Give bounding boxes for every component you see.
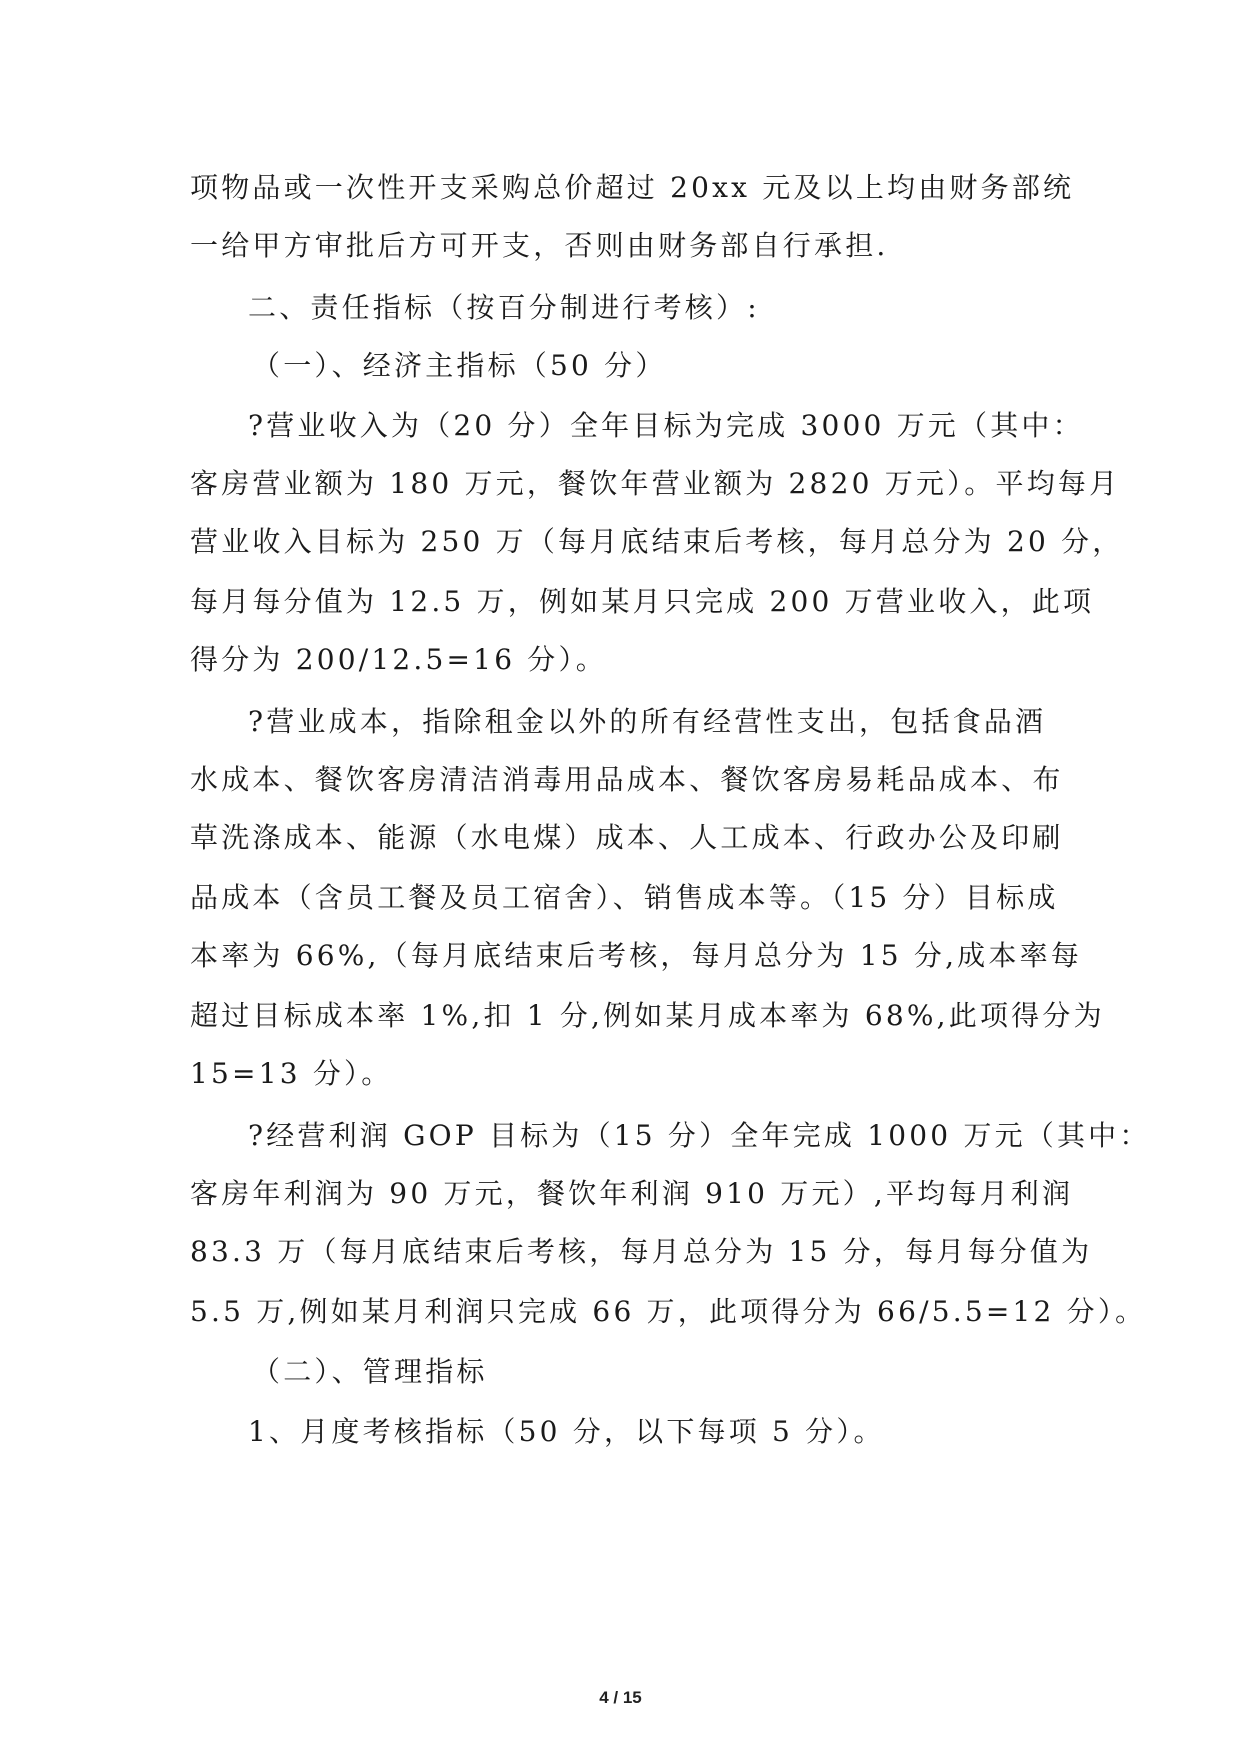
body-text-line: 项物品或一次性开支采购总价超过 20xx 元及以上均由财务部统 [190, 171, 1075, 204]
subsection-heading: （二）、管理指标 [252, 1355, 488, 1388]
body-text-line: 营业收入目标为 250 万（每月底结束后考核，每月总分为 20 分， [190, 525, 1124, 558]
body-text-line: 5.5 万,例如某月利润只完成 66 万，此项得分为 66/5.5=12 分）。 [190, 1295, 1147, 1328]
body-text-line: 1、月度考核指标（50 分，以下每项 5 分）。 [248, 1415, 885, 1448]
body-text-line: 客房营业额为 180 万元，餐饮年营业额为 2820 万元）。平均每月 [190, 467, 1121, 500]
body-text-line: ?营业收入为（20 分）全年目标为完成 3000 万元（其中： [248, 409, 1084, 442]
body-text-line: 草洗涤成本、能源（水电煤）成本、人工成本、行政办公及印刷 [190, 821, 1064, 854]
body-text-line: 83.3 万（每月底结束后考核，每月总分为 15 分，每月每分值为 [190, 1235, 1093, 1268]
body-text-line: 客房年利润为 90 万元，餐饮年利润 910 万元）,平均每月利润 [190, 1177, 1074, 1210]
body-text-line: 超过目标成本率 1%,扣 1 分,例如某月成本率为 68%,此项得分为 [190, 999, 1105, 1032]
body-text-line: 一给甲方审批后方可开支，否则由财务部自行承担. [190, 229, 889, 262]
body-text-line: ?经营利润 GOP 目标为（15 分）全年完成 1000 万元（其中： [248, 1119, 1151, 1152]
subsection-heading: （一）、经济主指标（50 分） [252, 349, 667, 382]
body-text-line: 水成本、餐饮客房清洁消毒用品成本、餐饮客房易耗品成本、布 [190, 763, 1064, 796]
body-text-line: 品成本（含员工餐及员工宿舍）、销售成本等。（15 分）目标成 [190, 881, 1059, 914]
body-text-line: ?营业成本，指除租金以外的所有经营性支出，包括食品酒 [248, 705, 1047, 738]
body-text-line: 每月每分值为 12.5 万，例如某月只完成 200 万营业收入，此项 [190, 585, 1095, 618]
body-text-line: 本率为 66%,（每月底结束后考核，每月总分为 15 分,成本率每 [190, 939, 1082, 972]
section-heading: 二、责任指标（按百分制进行考核）: [248, 291, 760, 324]
body-text-line: 15=13 分）。 [190, 1057, 393, 1090]
page-number: 4 / 15 [599, 1688, 642, 1707]
body-text-line: 得分为 200/12.5=16 分）。 [190, 643, 607, 676]
